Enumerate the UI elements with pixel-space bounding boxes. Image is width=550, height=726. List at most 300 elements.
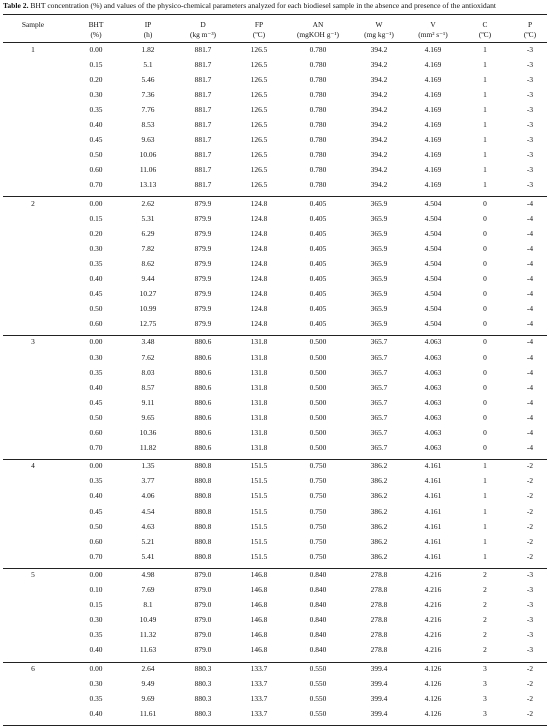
cell-v: 4.504 [424,288,442,298]
cell-p: -4 [526,288,534,298]
cell-d: 879.9 [194,258,212,268]
cell-ip: 9.49 [141,679,155,689]
cell-v: 4.126 [424,709,442,719]
cell-fp: 126.5 [250,149,268,159]
cell-d: 880.6 [194,427,212,437]
cell-v: 4.504 [424,228,442,238]
cell-fp: 146.8 [250,630,268,640]
cell-bht: 0.70 [89,551,103,561]
cell-bht: 0.50 [89,149,103,159]
cell-bht: 0.50 [89,521,103,531]
cell-fp: 133.7 [250,694,268,704]
cell-ip: 3.48 [141,337,155,347]
cell-d: 879.9 [194,198,212,208]
cell-v: 4.169 [424,44,442,54]
cell-v: 4.063 [424,442,442,452]
cell-c: 0 [483,397,487,407]
cell-bht: 0.20 [89,228,103,238]
cell-c: 1 [483,74,487,84]
cell-w: 394.2 [370,89,388,99]
cell-w: 399.4 [370,709,388,719]
cell-p: -3 [526,89,534,99]
cell-v: 4.161 [424,521,442,531]
cell-ip: 10.36 [139,427,157,437]
cell-fp: 126.5 [250,89,268,99]
cell-bht: 0.40 [89,491,103,501]
cell-d: 880.3 [194,679,212,689]
group-separator-rule [3,459,547,460]
cell-w: 386.2 [370,551,388,561]
cell-fp: 126.5 [250,74,268,84]
cell-w: 278.8 [370,615,388,625]
cell-ip: 1.82 [141,44,155,54]
cell-fp: 131.8 [250,367,268,377]
cell-v: 4.504 [424,213,442,223]
cell-fp: 146.8 [250,585,268,595]
cell-w: 278.8 [370,630,388,640]
group-separator-rule [3,662,547,663]
cell-an: 0.550 [309,694,327,704]
cell-fp: 131.8 [250,382,268,392]
group-separator-rule [3,568,547,569]
cell-p: -2 [526,679,534,689]
cell-ip: 8.53 [141,119,155,129]
cell-c: 0 [483,352,487,362]
cell-c: 0 [483,382,487,392]
cell-ip: 7.69 [141,585,155,595]
header-top-rule [3,14,547,15]
column-header-fp: FP [254,19,264,29]
cell-bht: 0.30 [89,615,103,625]
column-unit-p: (ºC) [523,29,537,39]
cell-p: -3 [526,74,534,84]
cell-w: 394.2 [370,119,388,129]
cell-v: 4.169 [424,104,442,114]
cell-p: -2 [526,536,534,546]
cell-d: 880.6 [194,337,212,347]
cell-bht: 0.60 [89,164,103,174]
cell-an: 0.780 [309,104,327,114]
cell-p: -3 [526,104,534,114]
cell-bht: 0.60 [89,318,103,328]
cell-d: 880.6 [194,382,212,392]
cell-p: -4 [526,273,534,283]
cell-d: 881.7 [194,74,212,84]
cell-bht: 0.30 [89,89,103,99]
cell-fp: 126.5 [250,134,268,144]
cell-d: 880.8 [194,476,212,486]
cell-c: 0 [483,318,487,328]
cell-bht: 0.00 [89,570,103,580]
cell-ip: 8.03 [141,367,155,377]
cell-an: 0.500 [309,382,327,392]
cell-fp: 133.7 [250,664,268,673]
cell-c: 2 [483,630,487,640]
cell-w: 365.9 [370,288,388,298]
cell-p: -3 [526,615,534,625]
cell-fp: 124.8 [250,213,268,223]
cell-w: 399.4 [370,694,388,704]
table-caption-label: Table 2. [3,1,29,10]
cell-c: 0 [483,198,487,208]
cell-ip: 8.1 [143,600,153,610]
cell-w: 399.4 [370,664,388,673]
cell-bht: 0.20 [89,74,103,84]
cell-bht: 0.40 [89,709,103,719]
cell-bht: 0.60 [89,427,103,437]
cell-p: -2 [526,694,534,704]
sample-number: 1 [31,44,35,54]
cell-d: 881.7 [194,149,212,159]
cell-ip: 10.49 [139,615,157,625]
cell-bht: 0.70 [89,179,103,189]
cell-d: 880.3 [194,694,212,704]
cell-d: 880.8 [194,536,212,546]
cell-an: 0.405 [309,228,327,238]
cell-fp: 124.8 [250,258,268,268]
cell-ip: 13.13 [139,179,157,189]
cell-bht: 0.00 [89,337,103,347]
column-unit-an: (mgKOH g⁻¹) [296,29,340,39]
cell-c: 1 [483,104,487,114]
cell-fp: 151.5 [250,536,268,546]
cell-c: 3 [483,664,487,673]
cell-d: 880.8 [194,461,212,471]
cell-ip: 7.36 [141,89,155,99]
cell-c: 1 [483,551,487,561]
cell-c: 0 [483,288,487,298]
cell-ip: 9.69 [141,694,155,704]
cell-fp: 124.8 [250,228,268,238]
cell-bht: 0.10 [89,585,103,595]
cell-v: 4.063 [424,412,442,422]
cell-an: 0.840 [309,570,327,580]
cell-w: 278.8 [370,600,388,610]
cell-ip: 11.06 [139,164,157,174]
cell-c: 1 [483,179,487,189]
cell-c: 1 [483,119,487,129]
cell-v: 4.216 [424,645,442,655]
cell-d: 880.6 [194,442,212,452]
cell-v: 4.216 [424,585,442,595]
cell-p: -4 [526,427,534,437]
cell-an: 0.840 [309,630,327,640]
cell-ip: 10.99 [139,303,157,313]
cell-d: 879.0 [194,570,212,580]
cell-v: 4.161 [424,476,442,486]
cell-an: 0.780 [309,74,327,84]
cell-w: 394.2 [370,164,388,174]
cell-ip: 12.75 [139,318,157,328]
sample-number: 4 [31,461,35,471]
cell-fp: 151.5 [250,491,268,501]
column-unit-v: (mm² s⁻¹) [418,29,448,39]
cell-bht: 0.30 [89,679,103,689]
cell-an: 0.840 [309,645,327,655]
cell-bht: 0.00 [89,461,103,471]
cell-ip: 10.27 [139,288,157,298]
cell-an: 0.780 [309,164,327,174]
cell-fp: 151.5 [250,506,268,516]
cell-v: 4.169 [424,164,442,174]
cell-ip: 11.82 [139,442,157,452]
cell-w: 278.8 [370,585,388,595]
cell-p: -2 [526,709,534,719]
cell-an: 0.750 [309,461,327,471]
cell-an: 0.405 [309,243,327,253]
cell-w: 365.7 [370,427,388,437]
cell-d: 880.8 [194,551,212,561]
cell-w: 278.8 [370,570,388,580]
cell-ip: 8.57 [141,382,155,392]
cell-ip: 4.98 [141,570,155,580]
cell-w: 365.7 [370,382,388,392]
cell-w: 365.7 [370,397,388,407]
cell-p: -3 [526,134,534,144]
cell-d: 879.9 [194,243,212,253]
cell-v: 4.063 [424,367,442,377]
cell-v: 4.504 [424,198,442,208]
cell-w: 365.7 [370,442,388,452]
cell-p: -3 [526,570,534,580]
cell-fp: 126.5 [250,44,268,54]
cell-an: 0.780 [309,44,327,54]
cell-ip: 7.62 [141,352,155,362]
cell-w: 365.9 [370,198,388,208]
cell-d: 881.7 [194,179,212,189]
cell-d: 880.6 [194,367,212,377]
cell-c: 2 [483,585,487,595]
cell-w: 394.2 [370,59,388,69]
cell-d: 881.7 [194,134,212,144]
column-header-bht: BHT [88,19,104,29]
cell-bht: 0.35 [89,630,103,640]
cell-p: -4 [526,442,534,452]
cell-p: -2 [526,551,534,561]
cell-v: 4.063 [424,337,442,347]
cell-w: 365.9 [370,318,388,328]
cell-p: -3 [526,645,534,655]
cell-v: 4.169 [424,179,442,189]
cell-v: 4.161 [424,536,442,546]
cell-c: 1 [483,506,487,516]
cell-d: 879.9 [194,228,212,238]
cell-fp: 131.8 [250,352,268,362]
cell-bht: 0.15 [89,59,103,69]
cell-d: 879.0 [194,645,212,655]
group-separator-rule [3,335,547,336]
cell-ip: 2.62 [141,198,155,208]
cell-c: 3 [483,694,487,704]
cell-v: 4.169 [424,119,442,129]
cell-bht: 0.45 [89,288,103,298]
cell-v: 4.169 [424,59,442,69]
cell-c: 1 [483,476,487,486]
cell-an: 0.500 [309,367,327,377]
cell-an: 0.750 [309,476,327,486]
cell-d: 879.9 [194,213,212,223]
cell-v: 4.161 [424,551,442,561]
cell-bht: 0.15 [89,213,103,223]
cell-ip: 9.65 [141,412,155,422]
header-bottom-rule [3,42,547,43]
cell-fp: 151.5 [250,476,268,486]
cell-an: 0.550 [309,709,327,719]
cell-ip: 5.21 [141,536,155,546]
cell-w: 365.9 [370,303,388,313]
cell-p: -3 [526,179,534,189]
cell-d: 880.3 [194,709,212,719]
cell-bht: 0.40 [89,273,103,283]
cell-bht: 0.35 [89,258,103,268]
cell-v: 4.063 [424,397,442,407]
cell-an: 0.405 [309,273,327,283]
cell-bht: 0.70 [89,442,103,452]
cell-ip: 9.11 [141,397,155,407]
cell-p: -3 [526,44,534,54]
cell-an: 0.500 [309,397,327,407]
cell-ip: 7.82 [141,243,155,253]
cell-ip: 5.41 [141,551,155,561]
cell-an: 0.500 [309,442,327,452]
cell-an: 0.840 [309,585,327,595]
column-header-v: V [430,19,436,29]
cell-v: 4.169 [424,89,442,99]
cell-an: 0.780 [309,89,327,99]
cell-fp: 151.5 [250,521,268,531]
cell-bht: 0.35 [89,104,103,114]
cell-fp: 126.5 [250,119,268,129]
cell-an: 0.405 [309,198,327,208]
sample-number: 5 [31,570,35,580]
cell-fp: 131.8 [250,412,268,422]
cell-p: -4 [526,337,534,347]
cell-c: 1 [483,134,487,144]
cell-p: -2 [526,664,534,673]
cell-fp: 131.8 [250,337,268,347]
cell-w: 365.7 [370,352,388,362]
cell-bht: 0.00 [89,198,103,208]
cell-p: -4 [526,198,534,208]
cell-p: -3 [526,600,534,610]
cell-c: 0 [483,367,487,377]
column-unit-ip: (h) [143,29,153,39]
cell-w: 394.2 [370,134,388,144]
cell-c: 0 [483,273,487,283]
cell-d: 880.6 [194,352,212,362]
cell-fp: 133.7 [250,709,268,719]
cell-c: 1 [483,44,487,54]
cell-p: -3 [526,119,534,129]
cell-bht: 0.15 [89,600,103,610]
cell-ip: 9.63 [141,134,155,144]
column-header-w: W [375,19,383,29]
cell-p: -2 [526,461,534,471]
cell-d: 881.7 [194,119,212,129]
cell-v: 4.161 [424,506,442,516]
cell-p: -4 [526,303,534,313]
cell-w: 365.7 [370,412,388,422]
cell-fp: 124.8 [250,288,268,298]
cell-p: -4 [526,258,534,268]
cell-v: 4.126 [424,679,442,689]
cell-ip: 4.63 [141,521,155,531]
cell-p: -4 [526,228,534,238]
cell-fp: 146.8 [250,570,268,580]
cell-an: 0.780 [309,179,327,189]
cell-d: 881.7 [194,164,212,174]
cell-w: 365.9 [370,213,388,223]
cell-d: 879.9 [194,273,212,283]
cell-p: -4 [526,382,534,392]
cell-v: 4.126 [424,664,442,673]
cell-d: 879.0 [194,630,212,640]
cell-an: 0.550 [309,664,327,673]
column-header-d: D [200,19,206,29]
cell-ip: 1.35 [141,461,155,471]
cell-d: 879.0 [194,615,212,625]
cell-w: 394.2 [370,74,388,84]
cell-c: 2 [483,645,487,655]
cell-p: -4 [526,352,534,362]
cell-d: 880.8 [194,506,212,516]
cell-bht: 0.35 [89,367,103,377]
column-header-ip: IP [144,19,152,29]
cell-d: 880.6 [194,412,212,422]
cell-ip: 4.06 [141,491,155,501]
cell-d: 881.7 [194,59,212,69]
column-unit-c: (ºC) [478,29,492,39]
cell-ip: 11.61 [139,709,157,719]
cell-p: -4 [526,243,534,253]
cell-c: 0 [483,337,487,347]
table-caption-text: BHT concentration (%) and values of the physico-chemical parameters analyzed for each biodiesel sample in the absence and presence of the antioxidant [28,1,496,10]
cell-an: 0.780 [309,119,327,129]
cell-d: 879.0 [194,600,212,610]
cell-an: 0.750 [309,521,327,531]
cell-bht: 0.40 [89,645,103,655]
cell-fp: 124.8 [250,303,268,313]
cell-bht: 0.35 [89,476,103,486]
cell-bht: 0.30 [89,352,103,362]
cell-p: -2 [526,476,534,486]
cell-ip: 7.76 [141,104,155,114]
cell-ip: 2.64 [141,664,155,673]
cell-c: 1 [483,149,487,159]
cell-v: 4.063 [424,352,442,362]
cell-v: 4.216 [424,600,442,610]
cell-bht: 0.40 [89,382,103,392]
cell-v: 4.161 [424,491,442,501]
column-header-sample: Sample [21,19,45,29]
cell-c: 2 [483,615,487,625]
cell-c: 3 [483,679,487,689]
cell-d: 879.9 [194,318,212,328]
sample-number: 6 [31,664,35,673]
cell-v: 4.063 [424,382,442,392]
cell-w: 278.8 [370,645,388,655]
column-header-c: C [482,19,488,29]
cell-c: 1 [483,59,487,69]
cell-fp: 126.5 [250,59,268,69]
cell-fp: 124.8 [250,318,268,328]
cell-w: 386.2 [370,461,388,471]
cell-w: 386.2 [370,506,388,516]
cell-p: -3 [526,585,534,595]
cell-an: 0.750 [309,536,327,546]
cell-ip: 4.54 [141,506,155,516]
cell-fp: 126.5 [250,104,268,114]
